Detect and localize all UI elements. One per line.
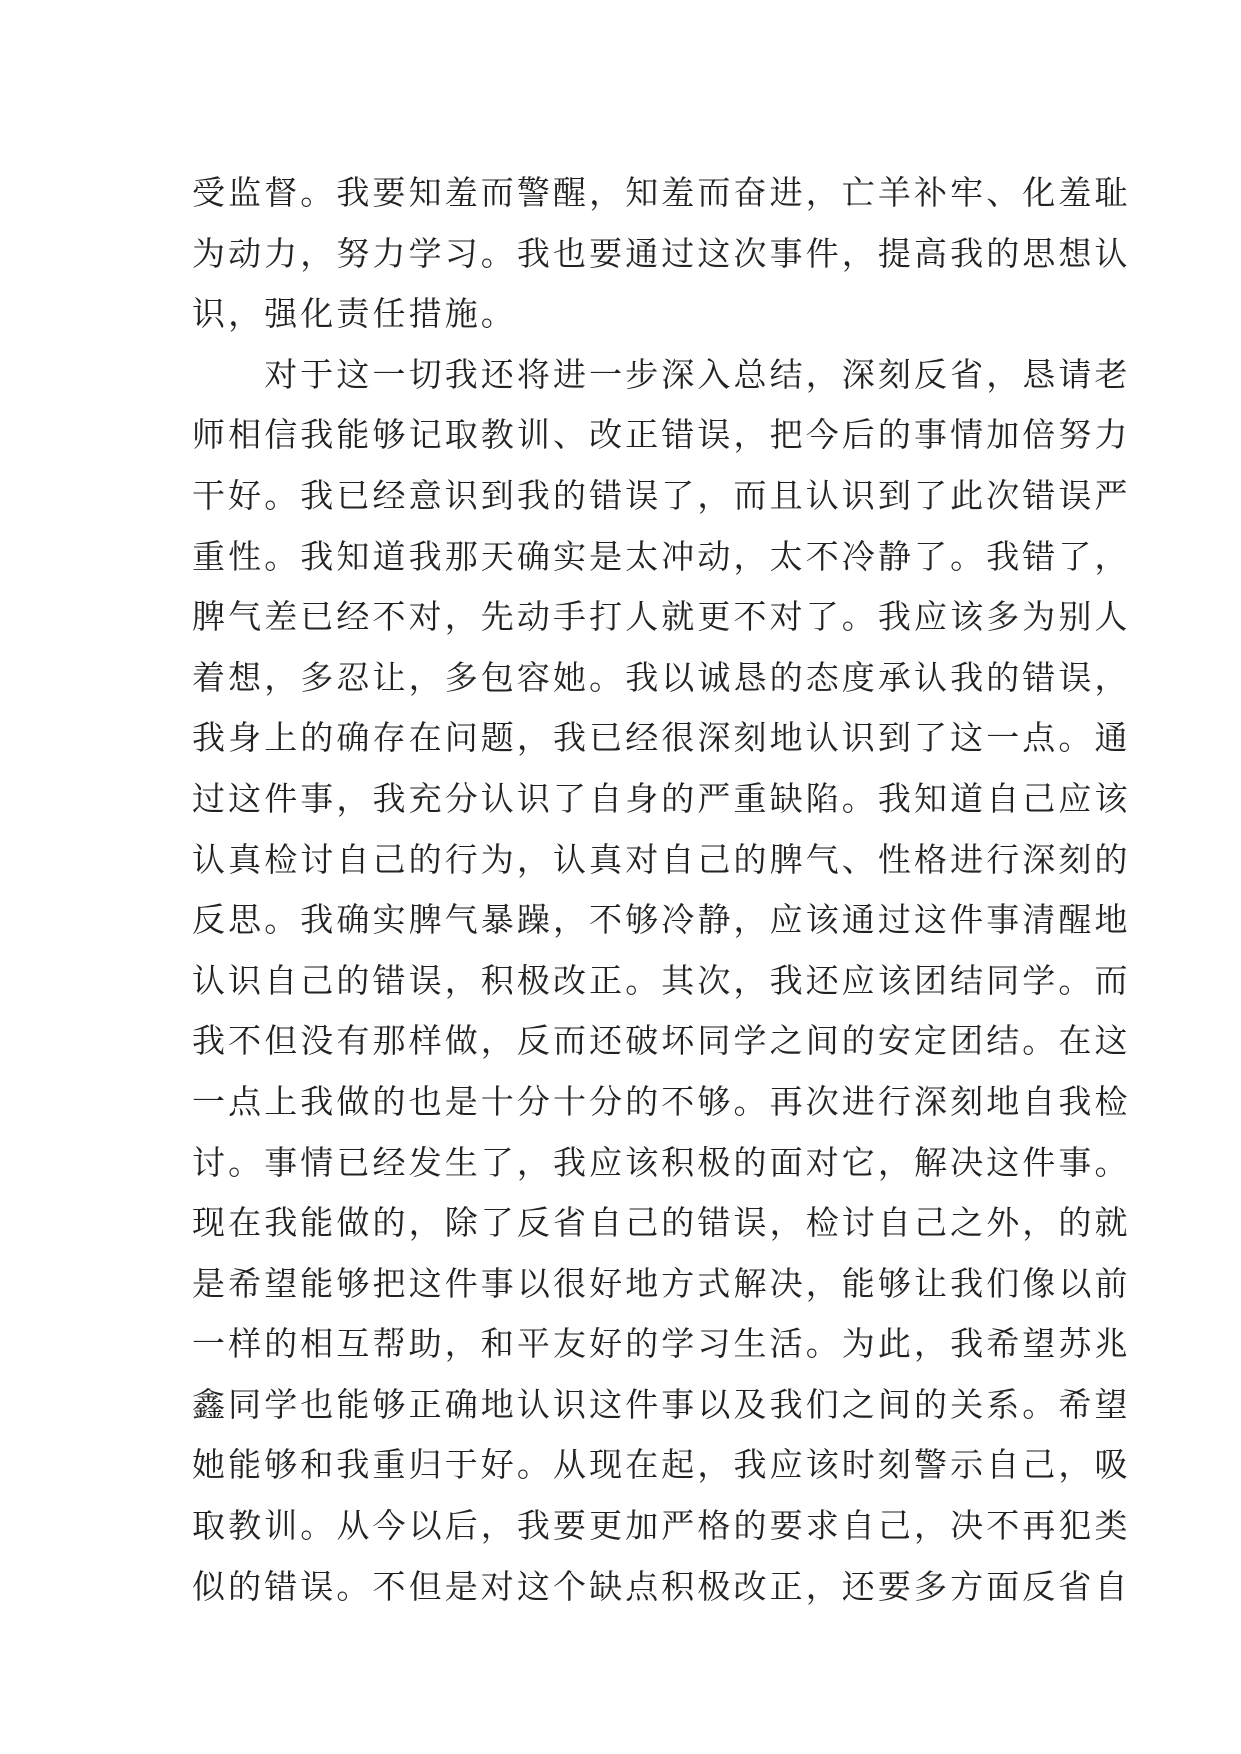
text-line: 师相信我能够记取教训、改正错误，把今后的事情加倍努力 [192, 415, 1131, 455]
text-line: 她能够和我重归于好。从现在起，我应该时刻警示自己，吸 [192, 1445, 1131, 1485]
text-line: 认识自己的错误，积极改正。其次，我还应该团结同学。而 [192, 960, 1131, 1000]
text-line: 反思。我确实脾气暴躁，不够冷静，应该通过这件事清醒地 [192, 900, 1131, 940]
text-line: 脾气差已经不对，先动手打人就更不对了。我应该多为别人 [192, 597, 1131, 637]
text-line: 着想，多忍让，多包容她。我以诚恳的态度承认我的错误， [192, 657, 1131, 697]
text-line: 一样的相互帮助，和平友好的学习生活。为此，我希望苏兆 [192, 1324, 1131, 1364]
text-line: 取教训。从今以后，我要更加严格的要求自己，决不再犯类 [192, 1506, 1131, 1546]
text-line: 现在我能做的，除了反省自己的错误，检讨自己之外，的就 [192, 1203, 1131, 1243]
text-line: 认真检讨自己的行为，认真对自己的脾气、性格进行深刻的 [192, 839, 1131, 879]
text-line: 是希望能够把这件事以很好地方式解决，能够让我们像以前 [192, 1263, 1131, 1303]
text-line: 我不但没有那样做，反而还破坏同学之间的安定团结。在这 [192, 1021, 1131, 1061]
text-line: 一点上我做的也是十分十分的不够。再次进行深刻地自我检 [192, 1081, 1131, 1121]
text-line: 重性。我知道我那天确实是太冲动，太不冷静了。我错了， [192, 536, 1131, 576]
text-line: 干好。我已经意识到我的错误了，而且认识到了此次错误严 [192, 475, 1131, 515]
text-line: 过这件事，我充分认识了自身的严重缺陷。我知道自己应该 [192, 778, 1131, 818]
text-line: 讨。事情已经发生了，我应该积极的面对它，解决这件事。 [192, 1142, 1131, 1182]
text-line: 对于这一切我还将进一步深入总结，深刻反省，恳请老 [192, 354, 1131, 394]
document-body [192, 163, 1131, 1617]
text-line: 我身上的确存在问题，我已经很深刻地认识到了这一点。通 [192, 718, 1131, 758]
text-line: 受监督。我要知羞而警醒，知羞而奋进，亡羊补牢、化羞耻 [192, 173, 1131, 212]
text-line: 似的错误。不但是对这个缺点积极改正，还要多方面反省自 [192, 1566, 1131, 1606]
text-line: 识，强化责任措施。 [192, 294, 517, 334]
text-line: 为动力，努力学习。我也要通过这次事件，提高我的思想认 [192, 233, 1131, 273]
text-line: 鑫同学也能够正确地认识这件事以及我们之间的关系。希望 [192, 1384, 1131, 1424]
